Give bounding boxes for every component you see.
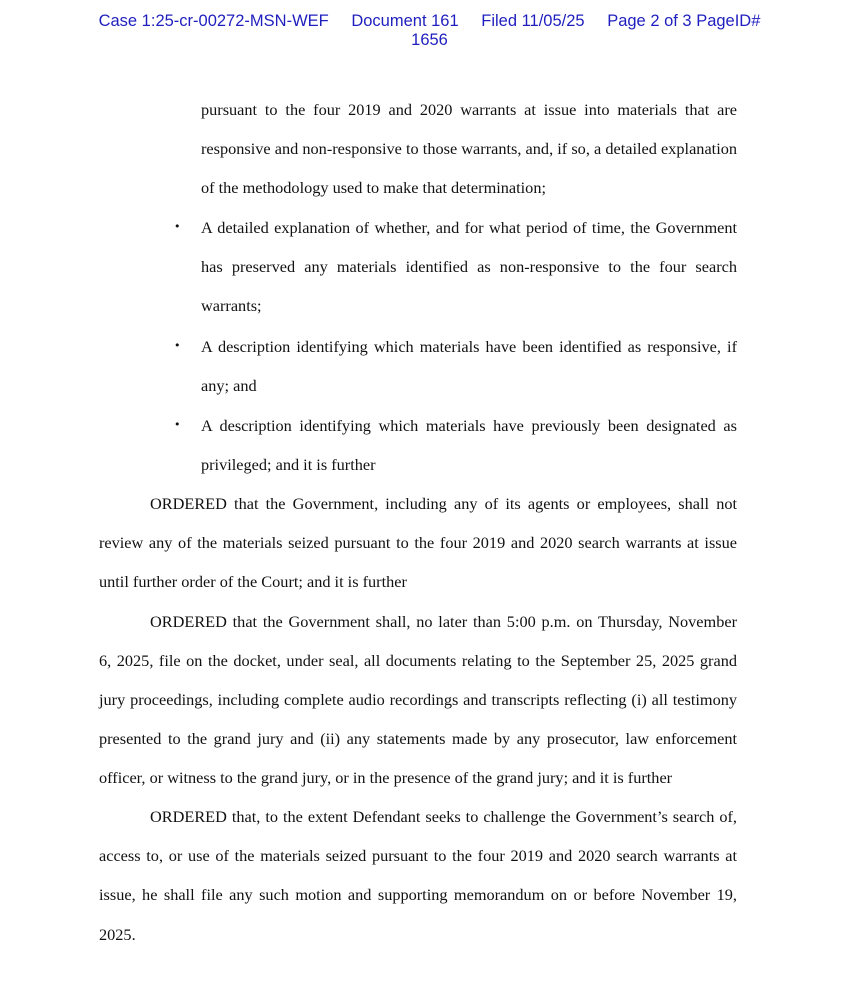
page-label: Page 2 of 3 PageID# <box>607 12 761 30</box>
text-line: issue, he shall file any such motion and supporting memorandum on or before November 19, <box>99 885 737 904</box>
text-line: of the methodology used to make that determination; <box>201 178 546 197</box>
filed-date: Filed 11/05/25 <box>481 12 585 30</box>
text-line: privileged; and it is further <box>201 455 376 474</box>
text-line: any; and <box>201 376 257 395</box>
text-line: responsive and non-responsive to those warrants, and, if so, a detailed explanation <box>201 139 737 158</box>
text-line: ORDERED that, to the extent Defendant seeks to challenge the Government’s search of, <box>150 807 737 826</box>
text-line: access to, or use of the materials seized pursuant to the four 2019 and 2020 search warrants at <box>99 846 737 865</box>
text-line: A description identifying which materials have been identified as responsive, if <box>201 337 737 356</box>
text-line: jury proceedings, including complete audio recordings and transcripts reflecting (i) all testimony <box>99 690 737 709</box>
text-line: pursuant to the four 2019 and 2020 warrants at issue into materials that are <box>201 100 737 119</box>
bullet-marker: • <box>174 339 181 352</box>
text-line: 2025. <box>99 925 136 944</box>
text-line: presented to the grand jury and (ii) any statements made by any prosecutor, law enforcement <box>99 729 737 748</box>
text-line: A description identifying which materials have previously been designated as <box>201 416 737 435</box>
document-number: Document 161 <box>351 12 459 30</box>
case-number: Case 1:25-cr-00272-MSN-WEF <box>98 12 329 30</box>
text-line: until further order of the Court; and it is further <box>99 572 407 591</box>
text-line: review any of the materials seized pursuant to the four 2019 and 2020 search warrants at issue <box>99 533 737 552</box>
bullet-marker: • <box>174 418 181 431</box>
bullet-marker: • <box>174 220 181 233</box>
text-line: warrants; <box>201 296 262 315</box>
text-line: ORDERED that the Government shall, no later than 5:00 p.m. on Thursday, November <box>150 612 737 631</box>
page-id: 1656 <box>411 31 448 49</box>
text-line: officer, or witness to the grand jury, or in the presence of the grand jury; and it is further <box>99 768 673 787</box>
text-line: 6, 2025, file on the docket, under seal, all documents relating to the September 25, 2025 grand <box>99 651 737 670</box>
text-line: has preserved any materials identified as non-responsive to the four search <box>201 257 737 276</box>
text-line: A detailed explanation of whether, and for what period of time, the Government <box>201 218 737 237</box>
text-line: ORDERED that the Government, including any of its agents or employees, shall not <box>150 494 737 513</box>
